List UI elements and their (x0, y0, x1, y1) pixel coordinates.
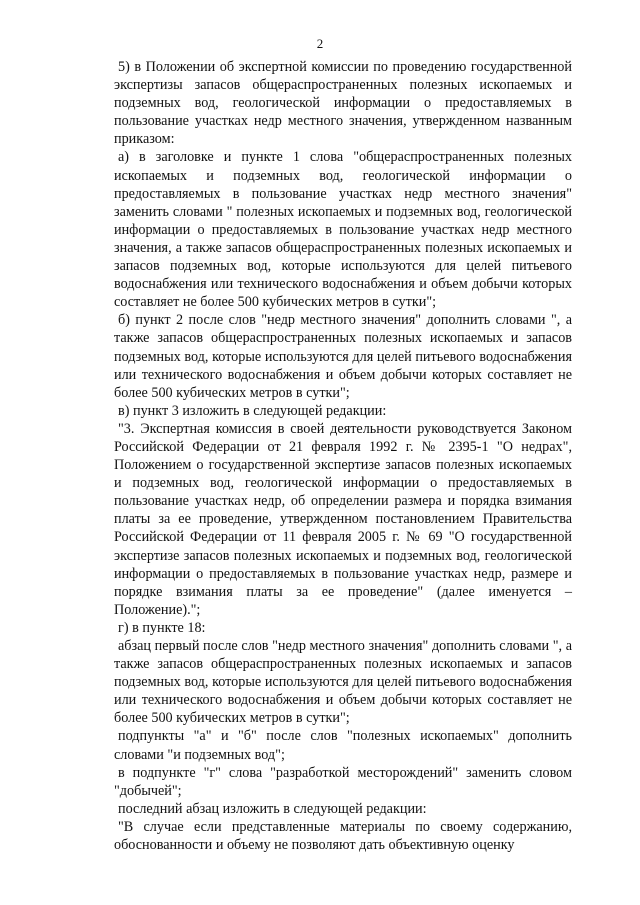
paragraph-item-5: 5) в Положении об экспертной комиссии по проведению государственной экспертизы запасов общераспространенных полезных ископаемых и подземных вод, геологической информации о предоставляемых в пользование участках недр местного значения, утвержденном названным приказом: (114, 59, 572, 148)
paragraph-subpoints-a-b: подпункты "а" и "б" после слов "полезных ископаемых" дополнить словами "и подземных вод"; (114, 728, 572, 763)
page-number: 2 (316, 36, 324, 51)
paragraph-first-abzac: абзац первый после слов "недр местного значения" дополнить словами ", а также запасов общераспространенных полезных ископаемых и запасов подземных вод, которые используются для целей питьевого водоснабжения или технического водоснабжения и объем добычи которых составляет не более 500 кубических метров в сутки"; (114, 638, 572, 727)
paragraph-subitem-v: в) пункт 3 изложить в следующей редакции: (118, 402, 387, 419)
paragraph-point-3-text: "3. Экспертная комиссия в своей деятельности руководствуется Законом Российской Федерации от 21 февраля 1992 г. № 2395-1 "О недрах", Положением о государственной экспертизе запасов полезных ископаемых и подземных вод, геологической информации о предоставляемых в пользование участках недр, об определении размера и порядка взимания платы за ее проведение, утвержденном постановлением Правительства Российской Федерации от 11 февраля 2005 г. № 69 "О государственной экспертизе запасов полезных ископаемых и подземных вод, геологической информации о предоставляемых в пользование участках недр, размере и порядке взимания платы за ее проведение" (далее именуется – Положение)."; (114, 420, 572, 618)
paragraph-subitem-a: а) в заголовке и пункте 1 слова "общераспространенных полезных ископаемых и подземных вод, геологической информации о предоставляемых в пользование участках недр местного значения" заменить словами " полезных ископаемых и подземных вод, геологической информации о предоставляемых в пользование участках недр местного значения, а также запасов общераспространенных полезных ископаемых и запасов подземных вод, которые используются для целей питьевого водоснабжения или технического водоснабжения и объем добычи которых составляет не более 500 кубических метров в сутки"; (114, 149, 572, 311)
paragraph-new-text: "В случае если представленные материалы по своему содержанию, обоснованности и объему не позволяют дать объективную оценку (114, 818, 572, 854)
document-body (114, 58, 572, 854)
paragraph-last-abzac: последний абзац изложить в следующей редакции: (118, 800, 427, 817)
paragraph-subpoint-g: в подпункте "г" слова "разработкой месторождений" заменить словом "добычей"; (114, 764, 572, 799)
paragraph-subitem-g: г) в пункте 18: (118, 619, 206, 636)
paragraph-subitem-b: б) пункт 2 после слов "недр местного значения" дополнить словами ", а также запасов общераспространенных полезных ископаемых и запасов подземных вод, которые используются для целей питьевого водоснабжения или технического водоснабжения и объем добычи которых составляет не более 500 кубических метров в сутки"; (114, 312, 572, 401)
